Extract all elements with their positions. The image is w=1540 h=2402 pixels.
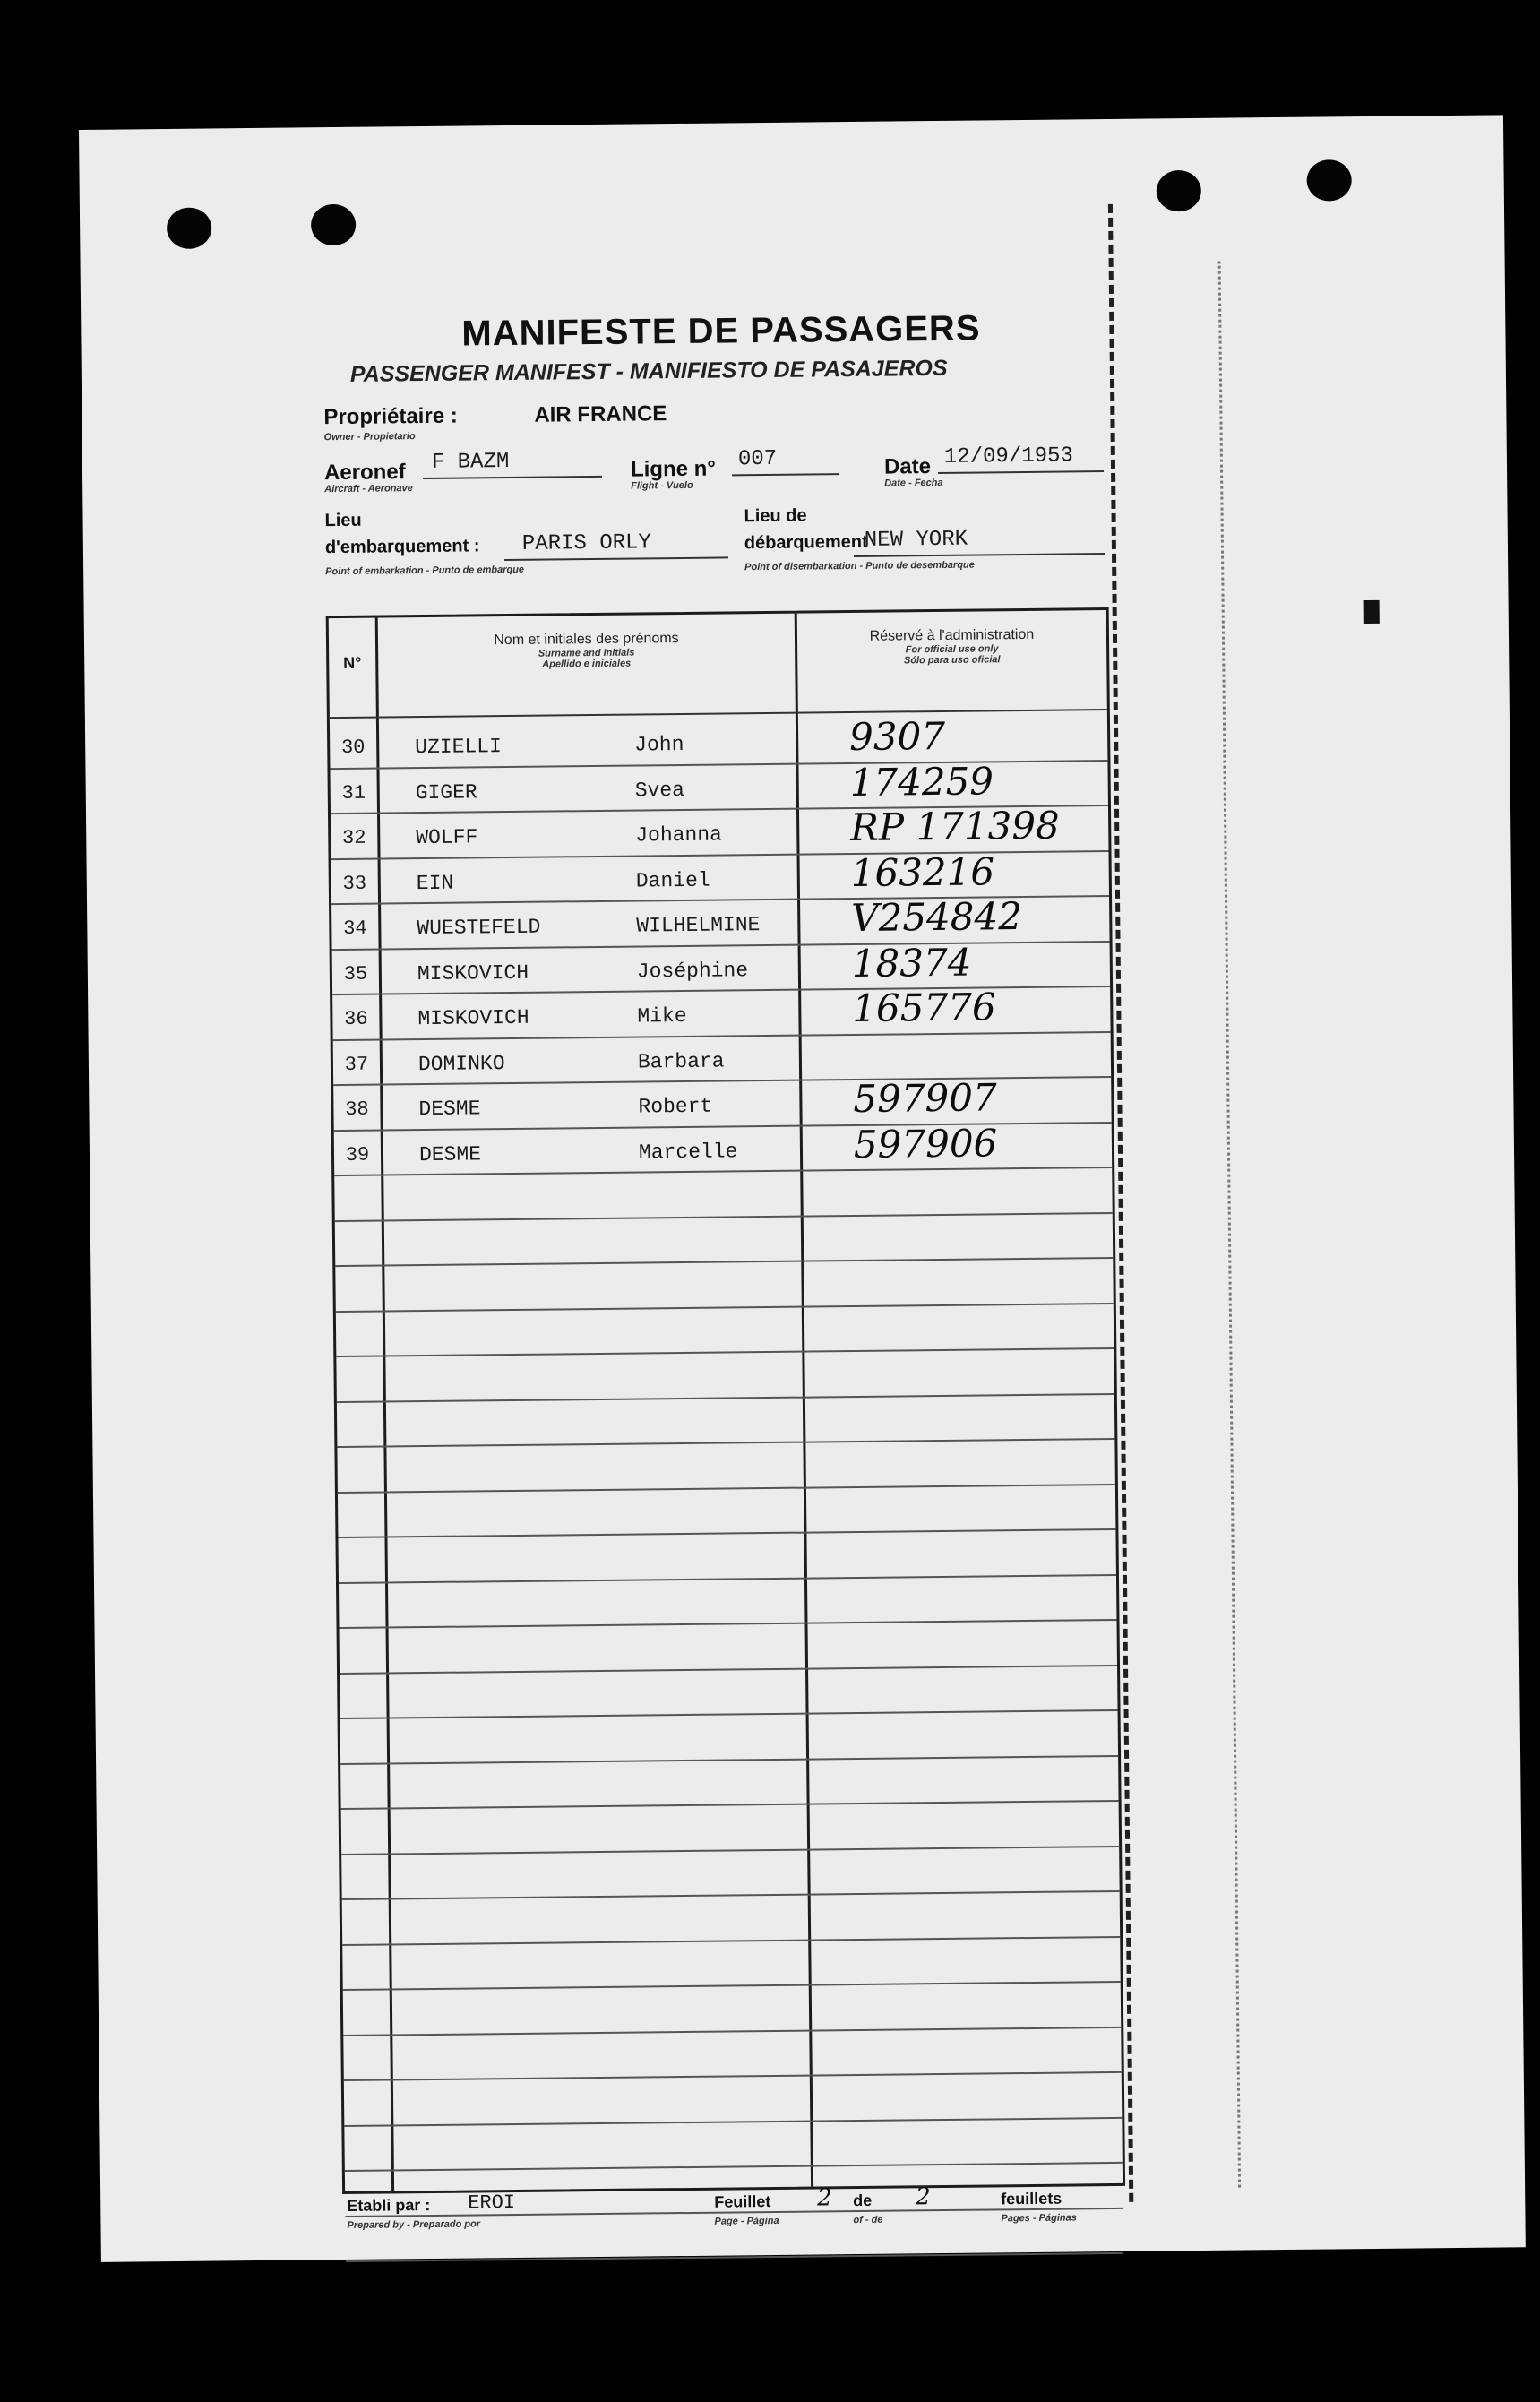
table-row — [332, 987, 1110, 1041]
header-name-label: Nom et initiales des prénoms — [494, 631, 679, 649]
page-subtitle: PASSENGER MANIFEST - MANIFIESTO DE PASAJEROS — [349, 355, 948, 387]
sheet-label: Feuillet — [714, 2192, 771, 2211]
disembark-label-2: débarquement — [744, 531, 868, 554]
owner-value: AIR FRANCE — [534, 401, 667, 427]
flight-sublabel: Flight - Vuelo — [631, 479, 693, 492]
empty-table-row — [337, 1394, 1114, 1448]
empty-table-row — [340, 1621, 1117, 1675]
admin-number: RP 171398 — [849, 803, 1061, 850]
date-underline — [938, 470, 1104, 474]
passenger-surname: MISKOVICH — [417, 1005, 529, 1031]
passenger-surname: DOMINKO — [417, 1051, 505, 1076]
passenger-given-name: WILHELMINE — [636, 913, 761, 938]
perforation-edge — [1218, 262, 1242, 2188]
empty-table-row — [340, 1711, 1118, 1765]
passenger-given-name: Svea — [634, 778, 685, 803]
table-row — [331, 894, 1109, 951]
passenger-surname: DESME — [418, 1141, 482, 1167]
embark-label-2: d'embarquement : — [324, 536, 480, 558]
sheets-sublabel: Pages - Páginas — [1001, 2212, 1077, 2225]
table-body — [330, 713, 1123, 2262]
header-admin-sub2: Sólo para uso oficial — [903, 654, 1001, 667]
passenger-number: 35 — [343, 962, 368, 986]
empty-table-row — [344, 2118, 1122, 2172]
prepared-sublabel: Prepared by - Preparado por — [347, 2218, 481, 2231]
empty-table-row — [342, 1937, 1120, 1991]
disembark-label: Lieu de — [744, 505, 807, 527]
header-name — [378, 630, 795, 672]
aircraft-sublabel: Aircraft - Aeronave — [324, 483, 413, 495]
of-label: de — [853, 2191, 873, 2210]
admin-number: 18374 — [851, 940, 972, 986]
table-header — [329, 610, 1107, 719]
empty-table-row — [344, 2073, 1122, 2127]
punch-hole-icon — [167, 207, 211, 249]
page-title: MANIFESTE DE PASSAGERS — [461, 308, 981, 354]
empty-table-row — [338, 1485, 1115, 1538]
header-name-sub1: Surname and Initials — [538, 647, 635, 659]
empty-table-row — [343, 1983, 1121, 2036]
punch-hole-icon — [1306, 159, 1351, 202]
manifest-sheet — [79, 115, 1526, 2262]
empty-table-row — [336, 1304, 1114, 1357]
empty-table-row — [341, 1802, 1119, 1855]
empty-table-row — [335, 1213, 1113, 1267]
passenger-given-name: Daniel — [635, 868, 710, 893]
sheet-total: 2 — [916, 2183, 931, 2211]
header-admin — [797, 626, 1106, 667]
passenger-given-name: Barbara — [637, 1049, 725, 1074]
empty-table-row — [337, 1440, 1114, 1494]
disembark-underline — [854, 553, 1105, 557]
manifest-footer — [342, 2182, 1121, 2243]
passenger-surname: EIN — [416, 871, 454, 895]
date-value: 12/09/1953 — [943, 443, 1074, 469]
admin-number: 597906 — [853, 1120, 998, 1167]
passenger-number: 39 — [345, 1143, 370, 1167]
empty-table-row — [336, 1349, 1114, 1403]
empty-table-row — [334, 1168, 1112, 1222]
punch-hole-icon — [1157, 170, 1201, 212]
passenger-given-name: Robert — [638, 1094, 713, 1119]
empty-table-row — [338, 1530, 1115, 1584]
admin-number: V254842 — [851, 894, 1023, 941]
passenger-number: 32 — [341, 826, 366, 849]
date-sublabel: Date - Fecha — [884, 477, 943, 489]
disembark-value: NEW YORK — [864, 527, 968, 553]
passenger-given-name: Mike — [637, 1003, 687, 1029]
admin-number: 597907 — [853, 1075, 997, 1122]
owner-label: Propriétaire : — [323, 403, 458, 430]
header-admin-label: Réservé à l'administration — [869, 626, 1035, 644]
passenger-surname: WOLFF — [416, 825, 478, 850]
flight-label: Ligne n° — [630, 456, 717, 482]
ink-mark — [1364, 600, 1380, 624]
admin-number: 174259 — [849, 758, 994, 805]
empty-table-row — [340, 1666, 1117, 1719]
admin-number: 165776 — [852, 985, 996, 1031]
header-name-sub2: Apellido e iniciales — [542, 658, 632, 670]
aircraft-underline — [423, 476, 602, 479]
passenger-number: 33 — [342, 872, 367, 895]
empty-table-row — [339, 1575, 1116, 1629]
disembark-sublabel: Point of disembarkation - Punto de desembarque — [744, 559, 975, 573]
passenger-surname: WUESTEFELD — [417, 915, 541, 941]
passenger-surname: DESME — [418, 1097, 481, 1122]
embark-label: Lieu — [324, 510, 362, 531]
empty-table-row — [340, 1756, 1118, 1810]
passenger-given-name: Joséphine — [636, 958, 749, 984]
table-row — [334, 1120, 1112, 1176]
empty-table-row — [335, 1259, 1113, 1313]
passenger-number: 30 — [340, 736, 366, 759]
passenger-given-name: John — [634, 732, 684, 757]
aircraft-label: Aeronef — [323, 460, 406, 486]
empty-table-row — [342, 1892, 1120, 1946]
passenger-surname: UZIELLI — [415, 735, 502, 760]
punch-hole-icon — [311, 204, 356, 246]
passenger-number: 36 — [344, 1007, 368, 1030]
prepared-value: EROI — [468, 2191, 516, 2215]
sheet-sublabel: Page - Página — [714, 2215, 779, 2227]
date-label: Date — [883, 454, 932, 479]
prepared-label: Etabli par : — [347, 2196, 431, 2215]
header-no: N° — [343, 653, 362, 672]
passenger-number: 37 — [344, 1053, 369, 1076]
owner-sublabel: Owner - Propietario — [323, 431, 416, 443]
passenger-given-name: Marcelle — [638, 1139, 738, 1165]
header-admin-sub1: For official use only — [905, 643, 999, 656]
admin-number: 163216 — [850, 848, 995, 895]
passenger-number: 34 — [343, 917, 367, 940]
empty-table-row — [343, 2027, 1121, 2081]
passenger-number: 31 — [341, 781, 366, 805]
passenger-table — [326, 607, 1125, 2194]
empty-table-row — [341, 1847, 1119, 1900]
flight-value: 007 — [737, 446, 778, 472]
flight-underline — [732, 473, 839, 476]
passenger-surname: MISKOVICH — [417, 960, 529, 986]
passenger-given-name: Johanna — [635, 822, 723, 848]
aircraft-value: F BAZM — [431, 449, 510, 475]
passenger-number: 38 — [345, 1098, 369, 1121]
passenger-surname: GIGER — [415, 779, 477, 805]
sheet-number: 2 — [817, 2184, 832, 2212]
sheets-label: feuillets — [1001, 2189, 1063, 2208]
embark-underline — [504, 556, 728, 561]
admin-number: 9307 — [848, 713, 946, 760]
embark-sublabel: Point of embarkation - Punto de embarque — [325, 564, 525, 578]
embark-value: PARIS ORLY — [521, 530, 652, 556]
of-sublabel: of - de — [853, 2214, 883, 2226]
